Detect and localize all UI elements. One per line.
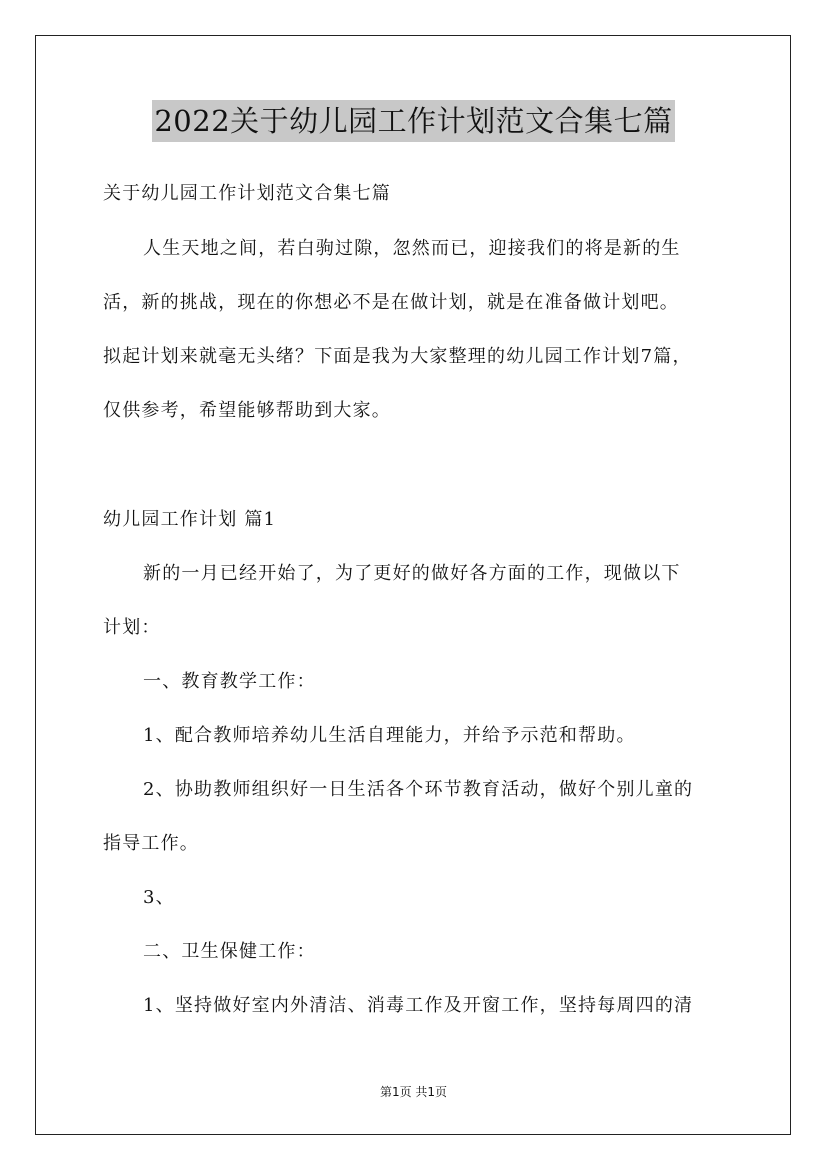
intro-line-4: 仅供参考，希望能够帮助到大家。	[103, 400, 391, 421]
edu-item-3: 3、	[143, 887, 175, 908]
health-heading: 二、卫生保健工作：	[143, 941, 316, 962]
edu-item-2-line-2: 指导工作。	[103, 833, 199, 854]
health-item-1: 1、坚持做好室内外清洁、消毒工作及开窗工作，坚持每周四的清	[143, 995, 694, 1016]
intro-line-1: 人生天地之间，若白驹过隙，忽然而已，迎接我们的将是新的生	[143, 238, 681, 259]
intro-line-3: 拟起计划来就毫无头绪？下面是我为大家整理的幼儿园工作计划7篇，	[103, 346, 692, 367]
section-para-line-1: 新的一月已经开始了，为了更好的做好各方面的工作，现做以下	[143, 563, 681, 584]
edu-item-2-line-1: 2、协助教师组织好一日生活各个环节教育活动，做好个别儿童的	[143, 779, 694, 800]
edu-heading: 一、教育教学工作：	[143, 671, 316, 692]
document-title: 2022关于幼儿园工作计划范文合集七篇	[152, 100, 674, 142]
section-para-line-2: 计划：	[103, 617, 161, 638]
page-footer: 第1页 共1页	[379, 1085, 448, 1099]
section-heading: 幼儿园工作计划 篇1	[103, 509, 277, 530]
title-container	[0, 100, 827, 142]
document-subtitle: 关于幼儿园工作计划范文合集七篇	[103, 183, 391, 204]
intro-line-2: 活，新的挑战，现在的你想必不是在做计划，就是在准备做计划吧。	[103, 292, 679, 313]
edu-item-1: 1、配合教师培养幼儿生活自理能力，并给予示范和帮助。	[143, 725, 636, 746]
